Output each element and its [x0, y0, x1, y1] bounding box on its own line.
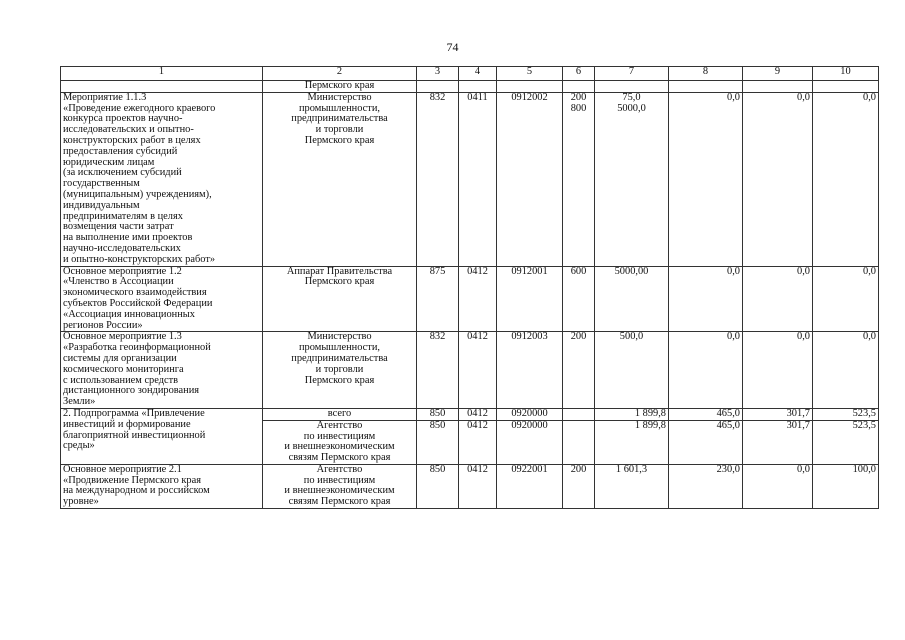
amount-year-2: 0,0 — [669, 92, 743, 266]
amount-year-1: 1 601,3 — [595, 464, 669, 508]
amount-year-2: 230,0 — [669, 464, 743, 508]
table-row — [61, 92, 879, 266]
expense-type-code: 600 — [563, 266, 595, 332]
activity-name: Основное мероприятие 1.2 «Членство в Ассоциации экономического взаимодействия субъектов Российской Федерации «Ассоциация инновационных регионов России» — [61, 266, 263, 332]
budget-table — [60, 66, 879, 509]
activity-name: Основное мероприятие 1.3 «Разработка геоинформационной системы для организации космического мониторинга с использованием средств дистанционного зондирования Земли» — [61, 332, 263, 409]
amount-year-1: 5000,00 — [595, 266, 669, 332]
amount-year-4: 0,0 — [813, 332, 879, 409]
table-row — [61, 332, 879, 409]
expense-type-code — [563, 420, 595, 464]
amount-year-4: 0,0 — [813, 266, 879, 332]
subprogram-name: 2. Подпрограмма «Привлечение инвестиций и формирование благоприятной инвестиционной среды» — [61, 408, 263, 464]
grbs-code: 832 — [417, 92, 459, 266]
expense-type-code: 200 — [563, 464, 595, 508]
table-row — [61, 464, 879, 508]
amount-year-4: 100,0 — [813, 464, 879, 508]
responsible-executor: Аппарат Правительства Пермского края — [263, 266, 417, 332]
amount-year-1: 1 899,8 — [595, 420, 669, 464]
amount-year-3: 0,0 — [743, 464, 813, 508]
column-number-header-row — [61, 67, 879, 81]
responsible-executor: Министерство промышленности, предпринимательства и торговли Пермского края — [263, 92, 417, 266]
section-code: 0412 — [459, 266, 497, 332]
target-article-code: 0922001 — [497, 464, 563, 508]
activity-name: Основное мероприятие 2.1 «Продвижение Пермского края на международном и российском уровне» — [61, 464, 263, 508]
section-code: 0412 — [459, 420, 497, 464]
amount-year-3: 0,0 — [743, 92, 813, 266]
target-article-code: 0912001 — [497, 266, 563, 332]
column-header: 7 — [595, 67, 669, 81]
continuation-text: Пермского края — [263, 81, 417, 93]
responsible-executor: Агентство по инвестициям и внешнеэкономическим связям Пермского края — [263, 420, 417, 464]
amount-year-2: 465,0 — [669, 408, 743, 420]
column-header: 6 — [563, 67, 595, 81]
expense-type-code: 200 — [563, 332, 595, 409]
column-header: 9 — [743, 67, 813, 81]
table-row — [61, 266, 879, 332]
grbs-code: 850 — [417, 420, 459, 464]
grbs-code: 832 — [417, 332, 459, 409]
grbs-code: 875 — [417, 266, 459, 332]
amount-year-1: 1 899,8 — [595, 408, 669, 420]
page-number: 74 — [446, 40, 459, 54]
grbs-code: 850 — [417, 408, 459, 420]
section-code: 0411 — [459, 92, 497, 266]
expense-type-code — [563, 408, 595, 420]
subprogram-total-row — [61, 408, 879, 420]
amount-year-1: 500,0 — [595, 332, 669, 409]
activity-name: Мероприятие 1.1.3 «Проведение ежегодного краевого конкурса проектов научно- исследовательских и опытно- конструкторских работ в целях предоставления субсидий юридическим лицам (за исключением субсидий государственным (муниципальным) учреждениям), индивидуальным предпринимателям в целях возмещения части затрат на выполнение ими проектов научно-исследовательских и опытно-конструкторских работ» — [61, 92, 263, 266]
column-header: 5 — [497, 67, 563, 81]
target-article-code: 0920000 — [497, 420, 563, 464]
target-article-code: 0912002 — [497, 92, 563, 266]
grbs-code: 850 — [417, 464, 459, 508]
expense-type-code: 200 800 — [563, 92, 595, 266]
column-header: 1 — [61, 67, 263, 81]
section-code: 0412 — [459, 464, 497, 508]
amount-year-3: 301,7 — [743, 408, 813, 420]
target-article-code: 0920000 — [497, 408, 563, 420]
total-label: всего — [263, 408, 417, 420]
amount-year-2: 0,0 — [669, 266, 743, 332]
amount-year-4: 523,5 — [813, 420, 879, 464]
column-header: 3 — [417, 67, 459, 81]
amount-year-4: 0,0 — [813, 92, 879, 266]
amount-year-3: 0,0 — [743, 332, 813, 409]
amount-year-2: 0,0 — [669, 332, 743, 409]
column-header: 2 — [263, 67, 417, 81]
continuation-cell — [61, 81, 263, 93]
amount-year-4: 523,5 — [813, 408, 879, 420]
amount-year-1: 75,0 5000,0 — [595, 92, 669, 266]
continuation-row — [61, 81, 879, 93]
column-header: 10 — [813, 67, 879, 81]
section-code: 0412 — [459, 408, 497, 420]
target-article-code: 0912003 — [497, 332, 563, 409]
responsible-executor: Агентство по инвестициям и внешнеэкономическим связям Пермского края — [263, 464, 417, 508]
column-header: 4 — [459, 67, 497, 81]
amount-year-3: 301,7 — [743, 420, 813, 464]
section-code: 0412 — [459, 332, 497, 409]
amount-year-2: 465,0 — [669, 420, 743, 464]
amount-year-3: 0,0 — [743, 266, 813, 332]
responsible-executor: Министерство промышленности, предпринимательства и торговли Пермского края — [263, 332, 417, 409]
column-header: 8 — [669, 67, 743, 81]
